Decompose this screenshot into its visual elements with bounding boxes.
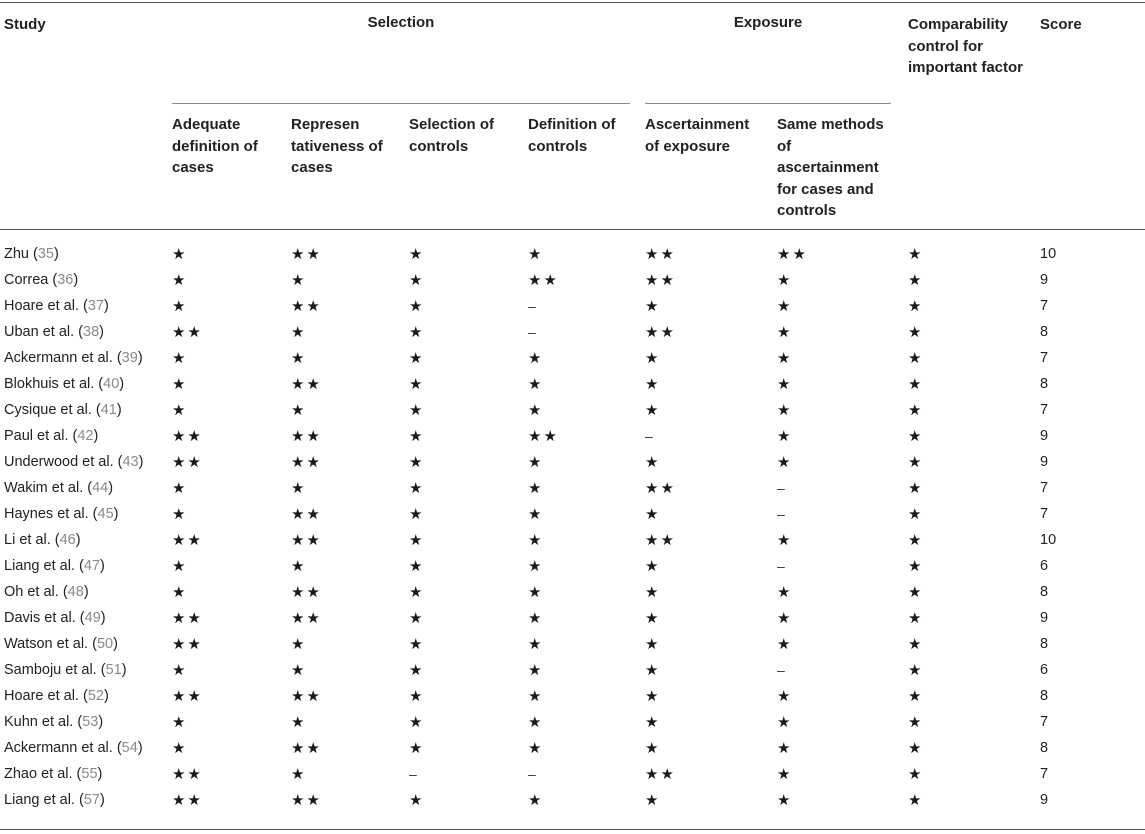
selection-controls-rating: ★ (409, 635, 425, 653)
same-methods-rating: ★ (777, 349, 793, 367)
adequate-definition-rating: ★ (172, 505, 188, 523)
same-methods-rating: ★ (777, 531, 793, 549)
ascertainment-rating: ★ (645, 583, 661, 601)
reference-link[interactable]: 40 (103, 376, 120, 392)
table-row (0, 267, 1145, 293)
same-methods-rating: ★ (777, 271, 793, 289)
selection-controls-rating: ★ (409, 713, 425, 731)
study-cell: Oh et al. (48) (4, 584, 89, 600)
same-methods-rating: – (777, 506, 785, 522)
table-row (0, 371, 1145, 397)
table-row (0, 397, 1145, 423)
adequate-definition-rating: ★★ (172, 687, 203, 705)
comparability-rating: ★ (908, 271, 924, 289)
score-cell: 8 (1040, 688, 1049, 704)
ascertainment-rating: ★ (645, 453, 661, 471)
ascertainment-rating: ★★ (645, 531, 676, 549)
table-row (0, 423, 1145, 449)
definition-controls-rating: ★ (528, 609, 544, 627)
score-cell: 6 (1040, 662, 1049, 678)
ascertainment-rating: ★ (645, 661, 661, 679)
adequate-definition-rating: ★★ (172, 609, 203, 627)
study-cell: Correa (36) (4, 272, 79, 288)
study-cell: Paul et al. (42) (4, 428, 99, 444)
score-cell: 7 (1040, 402, 1049, 418)
reference-link[interactable]: 57 (83, 792, 100, 808)
score-cell: 7 (1040, 350, 1049, 366)
adequate-definition-rating: ★★ (172, 453, 203, 471)
same-methods-rating: ★ (777, 687, 793, 705)
table-row (0, 475, 1145, 501)
selection-controls-rating: ★ (409, 505, 425, 523)
table-row (0, 605, 1145, 631)
comparability-rating: ★ (908, 401, 924, 419)
adequate-definition-rating: ★★ (172, 791, 203, 809)
study-cell: Cysique et al. (41) (4, 402, 122, 418)
table-row (0, 787, 1145, 813)
representativeness-rating: ★★ (291, 739, 322, 757)
adequate-definition-rating: ★★ (172, 765, 203, 783)
header-selection-group: Selection (367, 14, 435, 31)
reference-link[interactable]: 47 (83, 558, 100, 574)
selection-controls-rating: ★ (409, 271, 425, 289)
subheader-representativeness: Represen tativeness of cases (291, 116, 383, 176)
reference-link[interactable]: 51 (105, 662, 122, 678)
selection-controls-rating: ★ (409, 427, 425, 445)
header-bottom-rule (0, 229, 1145, 230)
ascertainment-rating: ★ (645, 713, 661, 731)
adequate-definition-rating: ★ (172, 739, 188, 757)
selection-controls-rating: ★ (409, 661, 425, 679)
table-row (0, 683, 1145, 709)
study-cell: Underwood et al. (43) (4, 454, 144, 470)
subheader-selection-controls: Selection of controls (409, 116, 495, 155)
definition-controls-rating: – (528, 766, 536, 782)
comparability-rating: ★ (908, 323, 924, 341)
adequate-definition-rating: ★★ (172, 323, 203, 341)
table-row (0, 631, 1145, 657)
ascertainment-rating: ★ (645, 349, 661, 367)
reference-link[interactable]: 44 (92, 480, 109, 496)
table-row (0, 449, 1145, 475)
selection-controls-rating: ★ (409, 323, 425, 341)
table-row (0, 241, 1145, 267)
definition-controls-rating: ★ (528, 583, 544, 601)
score-cell: 6 (1040, 558, 1049, 574)
comparability-rating: ★ (908, 297, 924, 315)
reference-link[interactable]: 48 (67, 584, 84, 600)
reference-link[interactable]: 55 (81, 766, 98, 782)
study-cell: Kuhn et al. (53) (4, 714, 104, 730)
same-methods-rating: ★ (777, 375, 793, 393)
selection-controls-rating: ★ (409, 739, 425, 757)
table-row (0, 319, 1145, 345)
study-cell: Samboju et al. (51) (4, 662, 127, 678)
reference-link[interactable]: 53 (82, 714, 99, 730)
definition-controls-rating: – (528, 298, 536, 314)
adequate-definition-rating: ★ (172, 297, 188, 315)
representativeness-rating: ★ (291, 713, 307, 731)
definition-controls-rating: – (528, 324, 536, 340)
definition-controls-rating: ★ (528, 453, 544, 471)
study-cell: Ackermann et al. (39) (4, 350, 143, 366)
representativeness-rating: ★★ (291, 687, 322, 705)
table-row (0, 709, 1145, 735)
adequate-definition-rating: ★★ (172, 635, 203, 653)
adequate-definition-rating: ★ (172, 375, 188, 393)
same-methods-rating: – (777, 662, 785, 678)
adequate-definition-rating: ★ (172, 713, 188, 731)
study-cell: Zhu (35) (4, 246, 59, 262)
subheader-adequate-definition: Adequate definition of cases (172, 116, 258, 176)
same-methods-rating: ★ (777, 713, 793, 731)
ascertainment-rating: ★ (645, 297, 661, 315)
representativeness-rating: ★★ (291, 609, 322, 627)
comparability-rating: ★ (908, 245, 924, 263)
adequate-definition-rating: ★ (172, 401, 188, 419)
study-cell: Watson et al. (50) (4, 636, 118, 652)
reference-link[interactable]: 45 (97, 506, 114, 522)
ascertainment-rating: ★ (645, 401, 661, 419)
definition-controls-rating: ★★ (528, 271, 559, 289)
score-cell: 7 (1040, 714, 1049, 730)
exposure-group-rule (645, 103, 891, 104)
subheader-ascertainment: Ascertainment of exposure (645, 116, 750, 155)
comparability-rating: ★ (908, 349, 924, 367)
ascertainment-rating: ★★ (645, 323, 676, 341)
same-methods-rating: ★ (777, 635, 793, 653)
ascertainment-rating: ★★ (645, 765, 676, 783)
ascertainment-rating: ★ (645, 505, 661, 523)
ascertainment-rating: ★★ (645, 479, 676, 497)
table-row (0, 735, 1145, 761)
study-cell: Liang et al. (47) (4, 558, 105, 574)
table-bottom-rule (0, 829, 1145, 830)
score-cell: 9 (1040, 610, 1049, 626)
study-cell: Ackermann et al. (54) (4, 740, 143, 756)
selection-group-rule (172, 103, 630, 104)
same-methods-rating: ★ (777, 791, 793, 809)
adequate-definition-rating: ★ (172, 245, 188, 263)
header-comparability: Comparability control for important factor (908, 16, 1024, 76)
definition-controls-rating: ★★ (528, 427, 559, 445)
comparability-rating: ★ (908, 375, 924, 393)
ascertainment-rating: ★ (645, 739, 661, 757)
comparability-rating: ★ (908, 557, 924, 575)
score-cell: 7 (1040, 766, 1049, 782)
same-methods-rating: ★ (777, 401, 793, 419)
same-methods-rating: ★ (777, 765, 793, 783)
representativeness-rating: ★ (291, 661, 307, 679)
representativeness-rating: ★ (291, 349, 307, 367)
same-methods-rating: ★ (777, 609, 793, 627)
ascertainment-rating: ★★ (645, 271, 676, 289)
score-cell: 7 (1040, 506, 1049, 522)
reference-link[interactable]: 52 (87, 688, 104, 704)
representativeness-rating: ★ (291, 557, 307, 575)
ascertainment-rating: – (645, 428, 653, 444)
ascertainment-rating: ★ (645, 687, 661, 705)
header-score: Score (1040, 16, 1082, 33)
comparability-rating: ★ (908, 687, 924, 705)
adequate-definition-rating: ★ (172, 479, 188, 497)
representativeness-rating: ★★ (291, 791, 322, 809)
reference-link[interactable]: 43 (122, 454, 139, 470)
selection-controls-rating: – (409, 766, 417, 782)
comparability-rating: ★ (908, 713, 924, 731)
definition-controls-rating: ★ (528, 531, 544, 549)
selection-controls-rating: ★ (409, 583, 425, 601)
study-cell: Wakim et al. (44) (4, 480, 114, 496)
definition-controls-rating: ★ (528, 349, 544, 367)
reference-link[interactable]: 36 (57, 272, 74, 288)
reference-link[interactable]: 41 (100, 402, 117, 418)
subheader-same-methods: Same methods of ascertainment for cases and controls (777, 116, 884, 219)
study-cell: Uban et al. (38) (4, 324, 104, 340)
reference-link[interactable]: 49 (84, 610, 101, 626)
score-cell: 8 (1040, 584, 1049, 600)
reference-link[interactable]: 50 (96, 636, 114, 652)
definition-controls-rating: ★ (528, 739, 544, 757)
table-row (0, 527, 1145, 553)
definition-controls-rating: ★ (528, 375, 544, 393)
subheader-definition-controls: Definition of controls (528, 116, 616, 155)
study-cell: Liang et al. (57) (4, 792, 105, 808)
same-methods-rating: ★ (777, 453, 793, 471)
definition-controls-rating: ★ (528, 713, 544, 731)
header-exposure-group: Exposure (733, 14, 803, 31)
study-cell: Zhao et al. (55) (4, 766, 103, 782)
study-cell: Hoare et al. (37) (4, 298, 109, 314)
ascertainment-rating: ★ (645, 557, 661, 575)
representativeness-rating: ★★ (291, 427, 322, 445)
selection-controls-rating: ★ (409, 297, 425, 315)
selection-controls-rating: ★ (409, 401, 425, 419)
representativeness-rating: ★★ (291, 583, 322, 601)
comparability-rating: ★ (908, 505, 924, 523)
comparability-rating: ★ (908, 427, 924, 445)
score-cell: 10 (1040, 532, 1057, 548)
definition-controls-rating: ★ (528, 479, 544, 497)
same-methods-rating: ★ (777, 739, 793, 757)
reference-link[interactable]: 46 (59, 532, 76, 548)
comparability-rating: ★ (908, 453, 924, 471)
reference-link[interactable]: 38 (83, 324, 100, 340)
ascertainment-rating: ★ (645, 375, 661, 393)
adequate-definition-rating: ★ (172, 583, 188, 601)
study-cell: Hoare et al. (52) (4, 688, 109, 704)
table-row (0, 553, 1145, 579)
adequate-definition-rating: ★★ (172, 531, 203, 549)
comparability-rating: ★ (908, 583, 924, 601)
score-cell: 8 (1040, 376, 1049, 392)
comparability-rating: ★ (908, 765, 924, 783)
score-cell: 8 (1040, 740, 1049, 756)
selection-controls-rating: ★ (409, 453, 425, 471)
comparability-rating: ★ (908, 661, 924, 679)
table-row (0, 579, 1145, 605)
score-cell: 7 (1040, 298, 1049, 314)
representativeness-rating: ★ (291, 401, 307, 419)
same-methods-rating: – (777, 558, 785, 574)
selection-controls-rating: ★ (409, 557, 425, 575)
table-row (0, 501, 1145, 527)
selection-controls-rating: ★ (409, 349, 425, 367)
ascertainment-rating: ★★ (645, 245, 676, 263)
same-methods-rating: – (777, 480, 785, 496)
reference-link[interactable]: 42 (77, 428, 94, 444)
table-row (0, 293, 1145, 319)
same-methods-rating: ★ (777, 427, 793, 445)
definition-controls-rating: ★ (528, 635, 544, 653)
comparability-rating: ★ (908, 531, 924, 549)
representativeness-rating: ★ (291, 479, 307, 497)
header-study: Study (4, 16, 46, 33)
comparability-rating: ★ (908, 791, 924, 809)
adequate-definition-rating: ★ (172, 271, 188, 289)
table-row (0, 657, 1145, 683)
ascertainment-rating: ★ (645, 609, 661, 627)
selection-controls-rating: ★ (409, 375, 425, 393)
definition-controls-rating: ★ (528, 557, 544, 575)
study-cell: Li et al. (46) (4, 532, 81, 548)
representativeness-rating: ★ (291, 635, 307, 653)
selection-controls-rating: ★ (409, 479, 425, 497)
definition-controls-rating: ★ (528, 687, 544, 705)
selection-controls-rating: ★ (409, 245, 425, 263)
same-methods-rating: ★ (777, 583, 793, 601)
representativeness-rating: ★★ (291, 453, 322, 471)
score-cell: 9 (1040, 792, 1049, 808)
ascertainment-rating: ★ (645, 791, 661, 809)
comparability-rating: ★ (908, 739, 924, 757)
adequate-definition-rating: ★ (172, 557, 188, 575)
definition-controls-rating: ★ (528, 245, 544, 263)
score-cell: 9 (1040, 428, 1049, 444)
same-methods-rating: ★ (777, 297, 793, 315)
score-cell: 8 (1040, 324, 1049, 340)
comparability-rating: ★ (908, 635, 924, 653)
table-row (0, 761, 1145, 787)
table-top-rule (0, 2, 1145, 3)
representativeness-rating: ★ (291, 323, 307, 341)
representativeness-rating: ★★ (291, 245, 322, 263)
score-cell: 10 (1040, 246, 1057, 262)
representativeness-rating: ★★ (291, 375, 322, 393)
selection-controls-rating: ★ (409, 687, 425, 705)
adequate-definition-rating: ★ (172, 349, 188, 367)
score-cell: 7 (1040, 480, 1049, 496)
reference-link[interactable]: 54 (121, 740, 138, 756)
study-cell: Haynes et al. (45) (4, 506, 119, 522)
same-methods-rating: ★ (777, 323, 793, 341)
representativeness-rating: ★ (291, 271, 307, 289)
score-cell: 8 (1040, 636, 1049, 652)
adequate-definition-rating: ★ (172, 661, 188, 679)
score-cell: 9 (1040, 272, 1049, 288)
reference-link[interactable]: 39 (121, 350, 138, 366)
representativeness-rating: ★ (291, 765, 307, 783)
adequate-definition-rating: ★★ (172, 427, 203, 445)
definition-controls-rating: ★ (528, 505, 544, 523)
representativeness-rating: ★★ (291, 531, 322, 549)
reference-link[interactable]: 35 (37, 246, 54, 262)
representativeness-rating: ★★ (291, 297, 322, 315)
table-row (0, 345, 1145, 371)
selection-controls-rating: ★ (409, 531, 425, 549)
study-cell: Davis et al. (49) (4, 610, 106, 626)
study-cell: Blokhuis et al. (40) (4, 376, 125, 392)
definition-controls-rating: ★ (528, 791, 544, 809)
ascertainment-rating: ★ (645, 635, 661, 653)
comparability-rating: ★ (908, 609, 924, 627)
same-methods-rating: ★★ (777, 245, 808, 263)
comparability-rating: ★ (908, 479, 924, 497)
selection-controls-rating: ★ (409, 609, 425, 627)
definition-controls-rating: ★ (528, 661, 544, 679)
selection-controls-rating: ★ (409, 791, 425, 809)
score-cell: 9 (1040, 454, 1049, 470)
definition-controls-rating: ★ (528, 401, 544, 419)
representativeness-rating: ★★ (291, 505, 322, 523)
reference-link[interactable]: 37 (87, 298, 104, 314)
